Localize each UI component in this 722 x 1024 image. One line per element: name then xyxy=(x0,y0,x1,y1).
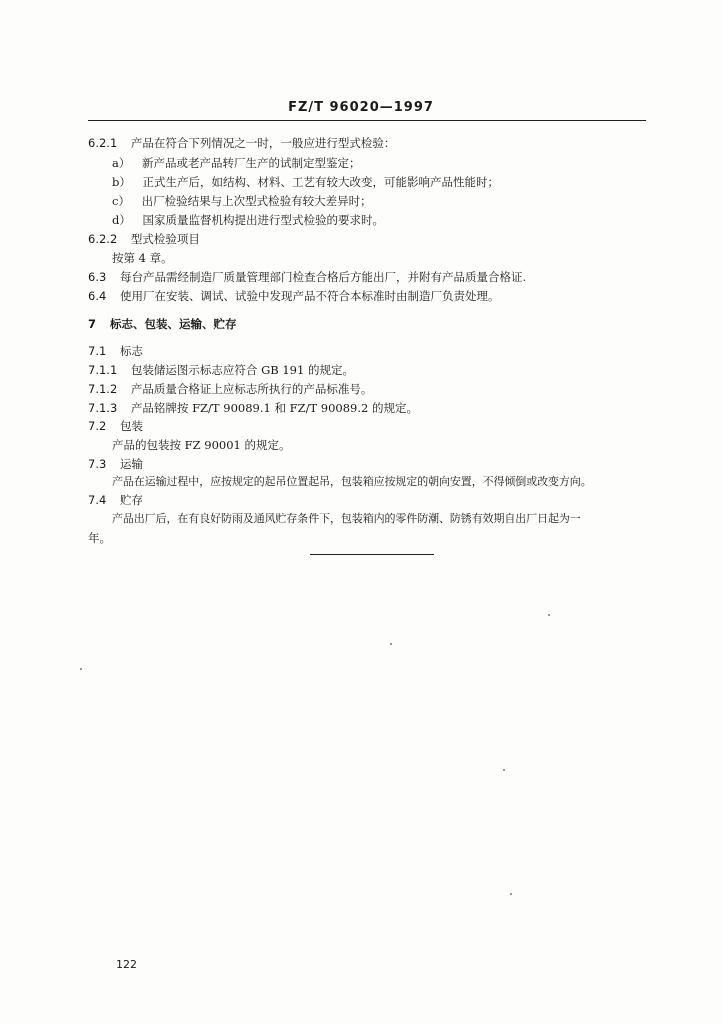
list-item-a xyxy=(112,155,361,171)
list-label: a） xyxy=(112,156,131,170)
list-text: 正式生产后，如结构、材料、工艺有较大改变，可能影响产品性能时； xyxy=(142,175,500,189)
list-text: 新产品或老产品转厂生产的试制定型鉴定； xyxy=(142,156,361,170)
clause-number: 6.2.2 xyxy=(88,232,118,246)
clause-number: 7.1.2 xyxy=(88,382,118,396)
clause-6-2-1 xyxy=(88,135,395,151)
clause-text: 产品质量合格证上应标志所执行的产品标准号。 xyxy=(130,382,373,396)
page-number: 122 xyxy=(116,958,137,971)
clause-number: 6.2.1 xyxy=(88,136,118,150)
scan-speck xyxy=(80,668,82,670)
scan-speck xyxy=(503,769,505,771)
list-item-c xyxy=(112,193,372,209)
clause-6-2-2-body: 按第 4 章。 xyxy=(112,251,173,265)
clause-number: 7.4 xyxy=(88,493,107,507)
list-label: c） xyxy=(112,194,130,208)
clause-text: 贮存 xyxy=(119,493,143,507)
clause-number: 7.1.3 xyxy=(88,401,118,415)
section-number: 7 xyxy=(88,317,97,331)
clause-7-1 xyxy=(88,343,143,359)
clause-text: 包装 xyxy=(119,419,143,433)
clause-number: 7.1 xyxy=(88,344,107,358)
clause-text: 运输 xyxy=(119,457,143,471)
clause-7-3-body: 产品在运输过程中，应按规定的起吊位置起吊，包装箱应按规定的朝向安置，不得倾倒或改变方向。 xyxy=(112,475,592,488)
clause-number: 7.1.1 xyxy=(88,363,118,377)
clause-text: 产品在符合下列情况之一时，一般应进行型式检验： xyxy=(130,136,396,150)
clause-7-1-2 xyxy=(88,381,372,397)
clause-text: 包装储运图示标志应符合 GB 191 的规定。 xyxy=(130,363,354,377)
list-text: 出厂检验结果与上次型式检验有较大差异时； xyxy=(141,194,372,208)
clause-number: 6.3 xyxy=(88,270,107,284)
clause-7-3 xyxy=(88,456,143,472)
scan-speck xyxy=(390,643,392,645)
clause-text: 型式检验项目 xyxy=(130,232,200,246)
list-item-b xyxy=(112,174,499,190)
clause-6-3 xyxy=(88,269,526,285)
clause-6-4 xyxy=(88,288,499,304)
scan-speck xyxy=(510,893,512,895)
section-title: 标志、包装、运输、贮存 xyxy=(110,317,237,331)
list-label: d） xyxy=(112,213,131,227)
list-text: 国家质量监督机构提出进行型式检验的要求时。 xyxy=(142,213,385,227)
clause-7-1-3 xyxy=(88,400,418,416)
clause-text: 标志 xyxy=(119,344,143,358)
clause-text: 使用厂在安装、调试、试验中发现产品不符合本标准时由制造厂负责处理。 xyxy=(119,289,500,303)
clause-6-2-2 xyxy=(88,231,200,247)
clause-7-4 xyxy=(88,492,143,508)
section-7-heading xyxy=(88,316,237,332)
end-of-text-rule xyxy=(310,554,434,555)
document-header: FZ/T 96020—1997 xyxy=(288,100,434,115)
clause-7-4-body-line-2: 年。 xyxy=(88,531,111,545)
list-label: b） xyxy=(112,175,131,189)
clause-text: 每台产品需经制造厂质量管理部门检查合格后方能出厂，并附有产品质量合格证. xyxy=(119,270,527,284)
clause-number: 7.2 xyxy=(88,419,107,433)
clause-number: 6.4 xyxy=(88,289,107,303)
clause-number: 7.3 xyxy=(88,457,107,471)
clause-7-4-body-line-1: 产品出厂后，在有良好防雨及通风贮存条件下，包装箱内的零件防潮、防锈有效期自出厂日起为一 xyxy=(112,512,581,525)
clause-7-2 xyxy=(88,418,143,434)
clause-7-2-body: 产品的包装按 FZ 90001 的规定。 xyxy=(112,438,291,452)
scan-speck xyxy=(548,614,550,616)
header-rule xyxy=(88,120,646,121)
clause-7-1-1 xyxy=(88,362,354,378)
list-item-d xyxy=(112,212,384,228)
clause-text: 产品铭牌按 FZ/T 90089.1 和 FZ/T 90089.2 的规定。 xyxy=(130,401,418,415)
